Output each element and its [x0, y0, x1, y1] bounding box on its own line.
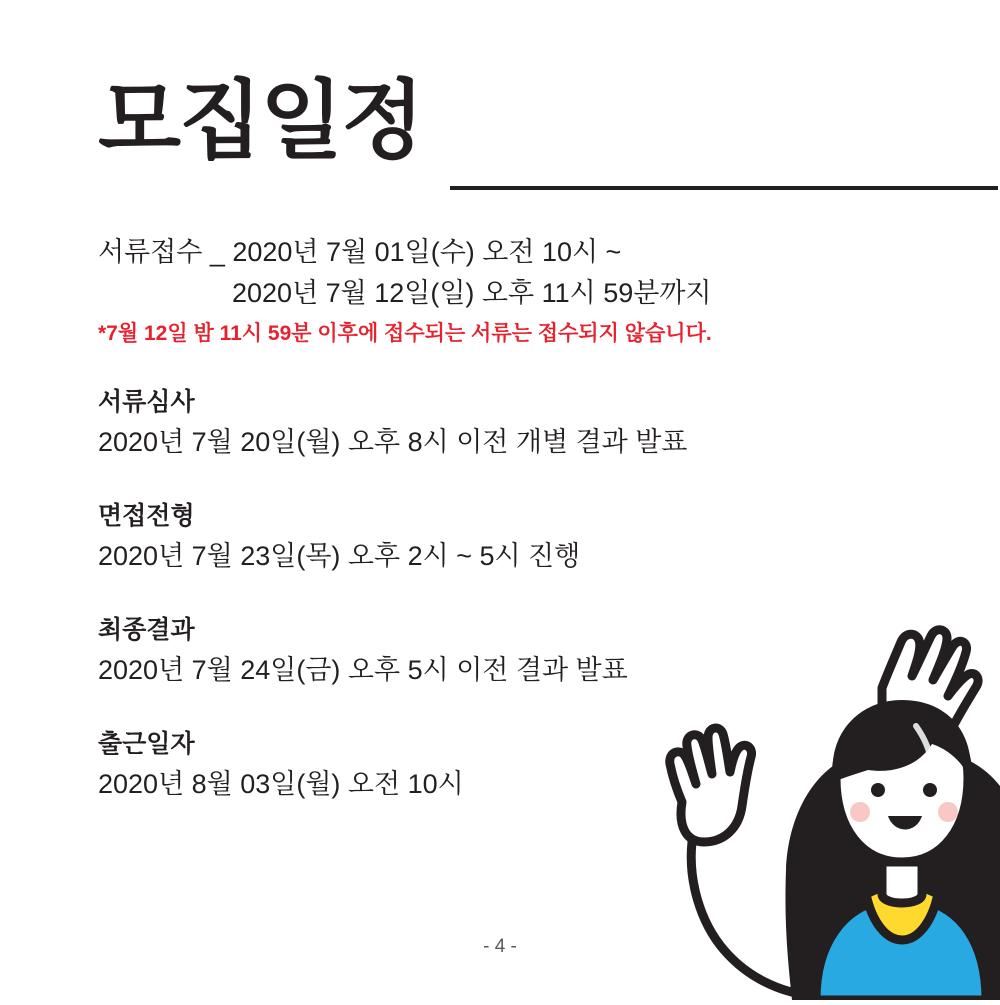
- application-period-line-2: 2020년 7월 12일(일) 오후 11시 59분까지: [232, 277, 712, 308]
- page-title: 모집일정: [98, 73, 423, 169]
- section-heading: 서류심사: [98, 388, 195, 417]
- application-deadline-note: *7월 12일 밤 11시 59분 이후에 접수되는 서류는 접수되지 않습니다.: [98, 322, 712, 345]
- title-underline-rule: [450, 186, 998, 190]
- schedule-content: [98, 232, 918, 804]
- section-heading: 출근일자: [98, 730, 195, 759]
- section-final-result: [98, 612, 918, 690]
- page-number: - 4 -: [483, 936, 517, 957]
- application-period-line-1: 서류접수 _ 2020년 7월 01일(수) 오전 10시 ~: [98, 237, 622, 267]
- title-block: [98, 73, 918, 198]
- section-heading: 최종결과: [98, 616, 195, 645]
- section-document-review: [98, 384, 918, 462]
- section-interview: [98, 498, 918, 576]
- section-heading: 면접전형: [98, 502, 195, 531]
- application-period-block: [98, 232, 918, 348]
- section-start-date: [98, 726, 918, 804]
- section-body: 2020년 7월 23일(목) 오후 2시 ~ 5시 진행: [98, 540, 581, 571]
- section-body: 2020년 8월 03일(월) 오전 10시: [98, 768, 464, 799]
- section-body: 2020년 7월 20일(월) 오후 8시 이전 개별 결과 발표: [98, 426, 688, 457]
- section-body: 2020년 7월 24일(금) 오후 5시 이전 결과 발표: [98, 654, 628, 685]
